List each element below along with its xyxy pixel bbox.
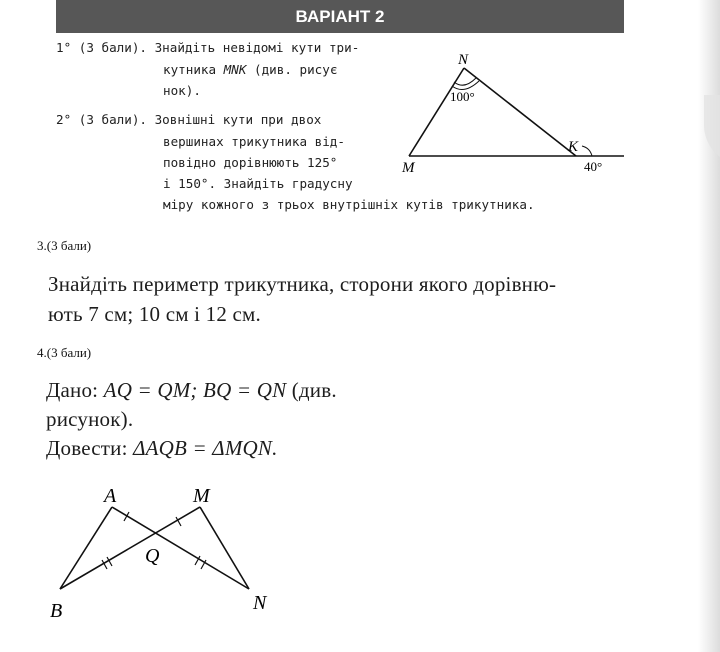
vertex-k-label: K xyxy=(568,139,579,155)
given-expression: AQ = QM; BQ = QN xyxy=(103,378,287,402)
task1-line1: 1° (3 бали). Знайдіть невідомі кути три- xyxy=(56,40,360,55)
task1-line2 xyxy=(163,62,337,77)
task1-line3: нок). xyxy=(163,83,201,98)
prove-label: Довести: xyxy=(46,436,134,460)
vertex-m-label: M xyxy=(193,485,210,507)
vertex-m-label: M xyxy=(402,160,415,176)
task4-line2: рисунок). xyxy=(46,407,134,431)
side-nk xyxy=(464,68,576,156)
task2-line2: вершинах трикутника від- xyxy=(163,134,345,149)
vertex-n-label: N xyxy=(253,592,267,614)
task3-line1: Знайдіть периметр трикутника, сторони якого дорівню- xyxy=(48,272,557,296)
prove-expression: ΔAQB = ΔMQN. xyxy=(133,436,278,460)
task2-line1: 2° (3 бали). Зовнішні кути при двох xyxy=(56,112,322,127)
given-label: Дано: xyxy=(46,378,104,402)
triangle-name: MNK xyxy=(223,62,247,77)
angle-k-arc xyxy=(582,146,592,156)
task1-line2-post: (див. рисує xyxy=(246,62,338,77)
vertex-a-label: A xyxy=(104,485,117,507)
task3-heading: 3.(3 бали) xyxy=(37,238,92,253)
vertex-n-label: N xyxy=(458,52,469,68)
task4-prove-line xyxy=(46,436,278,461)
task4-heading: 4.(3 бали) xyxy=(37,345,92,360)
task2-line3: повідно дорівнюють 125° xyxy=(163,155,338,170)
vertex-q-label: Q xyxy=(145,545,160,567)
angle-n-value: 100° xyxy=(450,89,475,104)
task2-line4: і 150°. Знайдіть градусну xyxy=(163,176,353,191)
segment-mn xyxy=(200,507,249,589)
vertex-b-label: B xyxy=(50,600,63,622)
task2-line5: міру кожного з трьох внутрішніх кутів трикутника. xyxy=(163,197,535,212)
angle-k-exterior-value: 40° xyxy=(584,159,603,174)
triangle-mnk-figure xyxy=(400,44,630,184)
task3-line2: ють 7 см; 10 см і 12 см. xyxy=(48,302,261,326)
task1-line2-pre: кутника xyxy=(163,62,224,77)
side-mn xyxy=(409,68,464,156)
segment-ab xyxy=(60,507,112,589)
triangles-aqb-mqn-figure xyxy=(40,482,290,632)
task4-given-line xyxy=(46,378,337,403)
given-tail: (див. xyxy=(286,378,337,402)
variant-banner: ВАРІАНТ 2 xyxy=(56,0,624,33)
